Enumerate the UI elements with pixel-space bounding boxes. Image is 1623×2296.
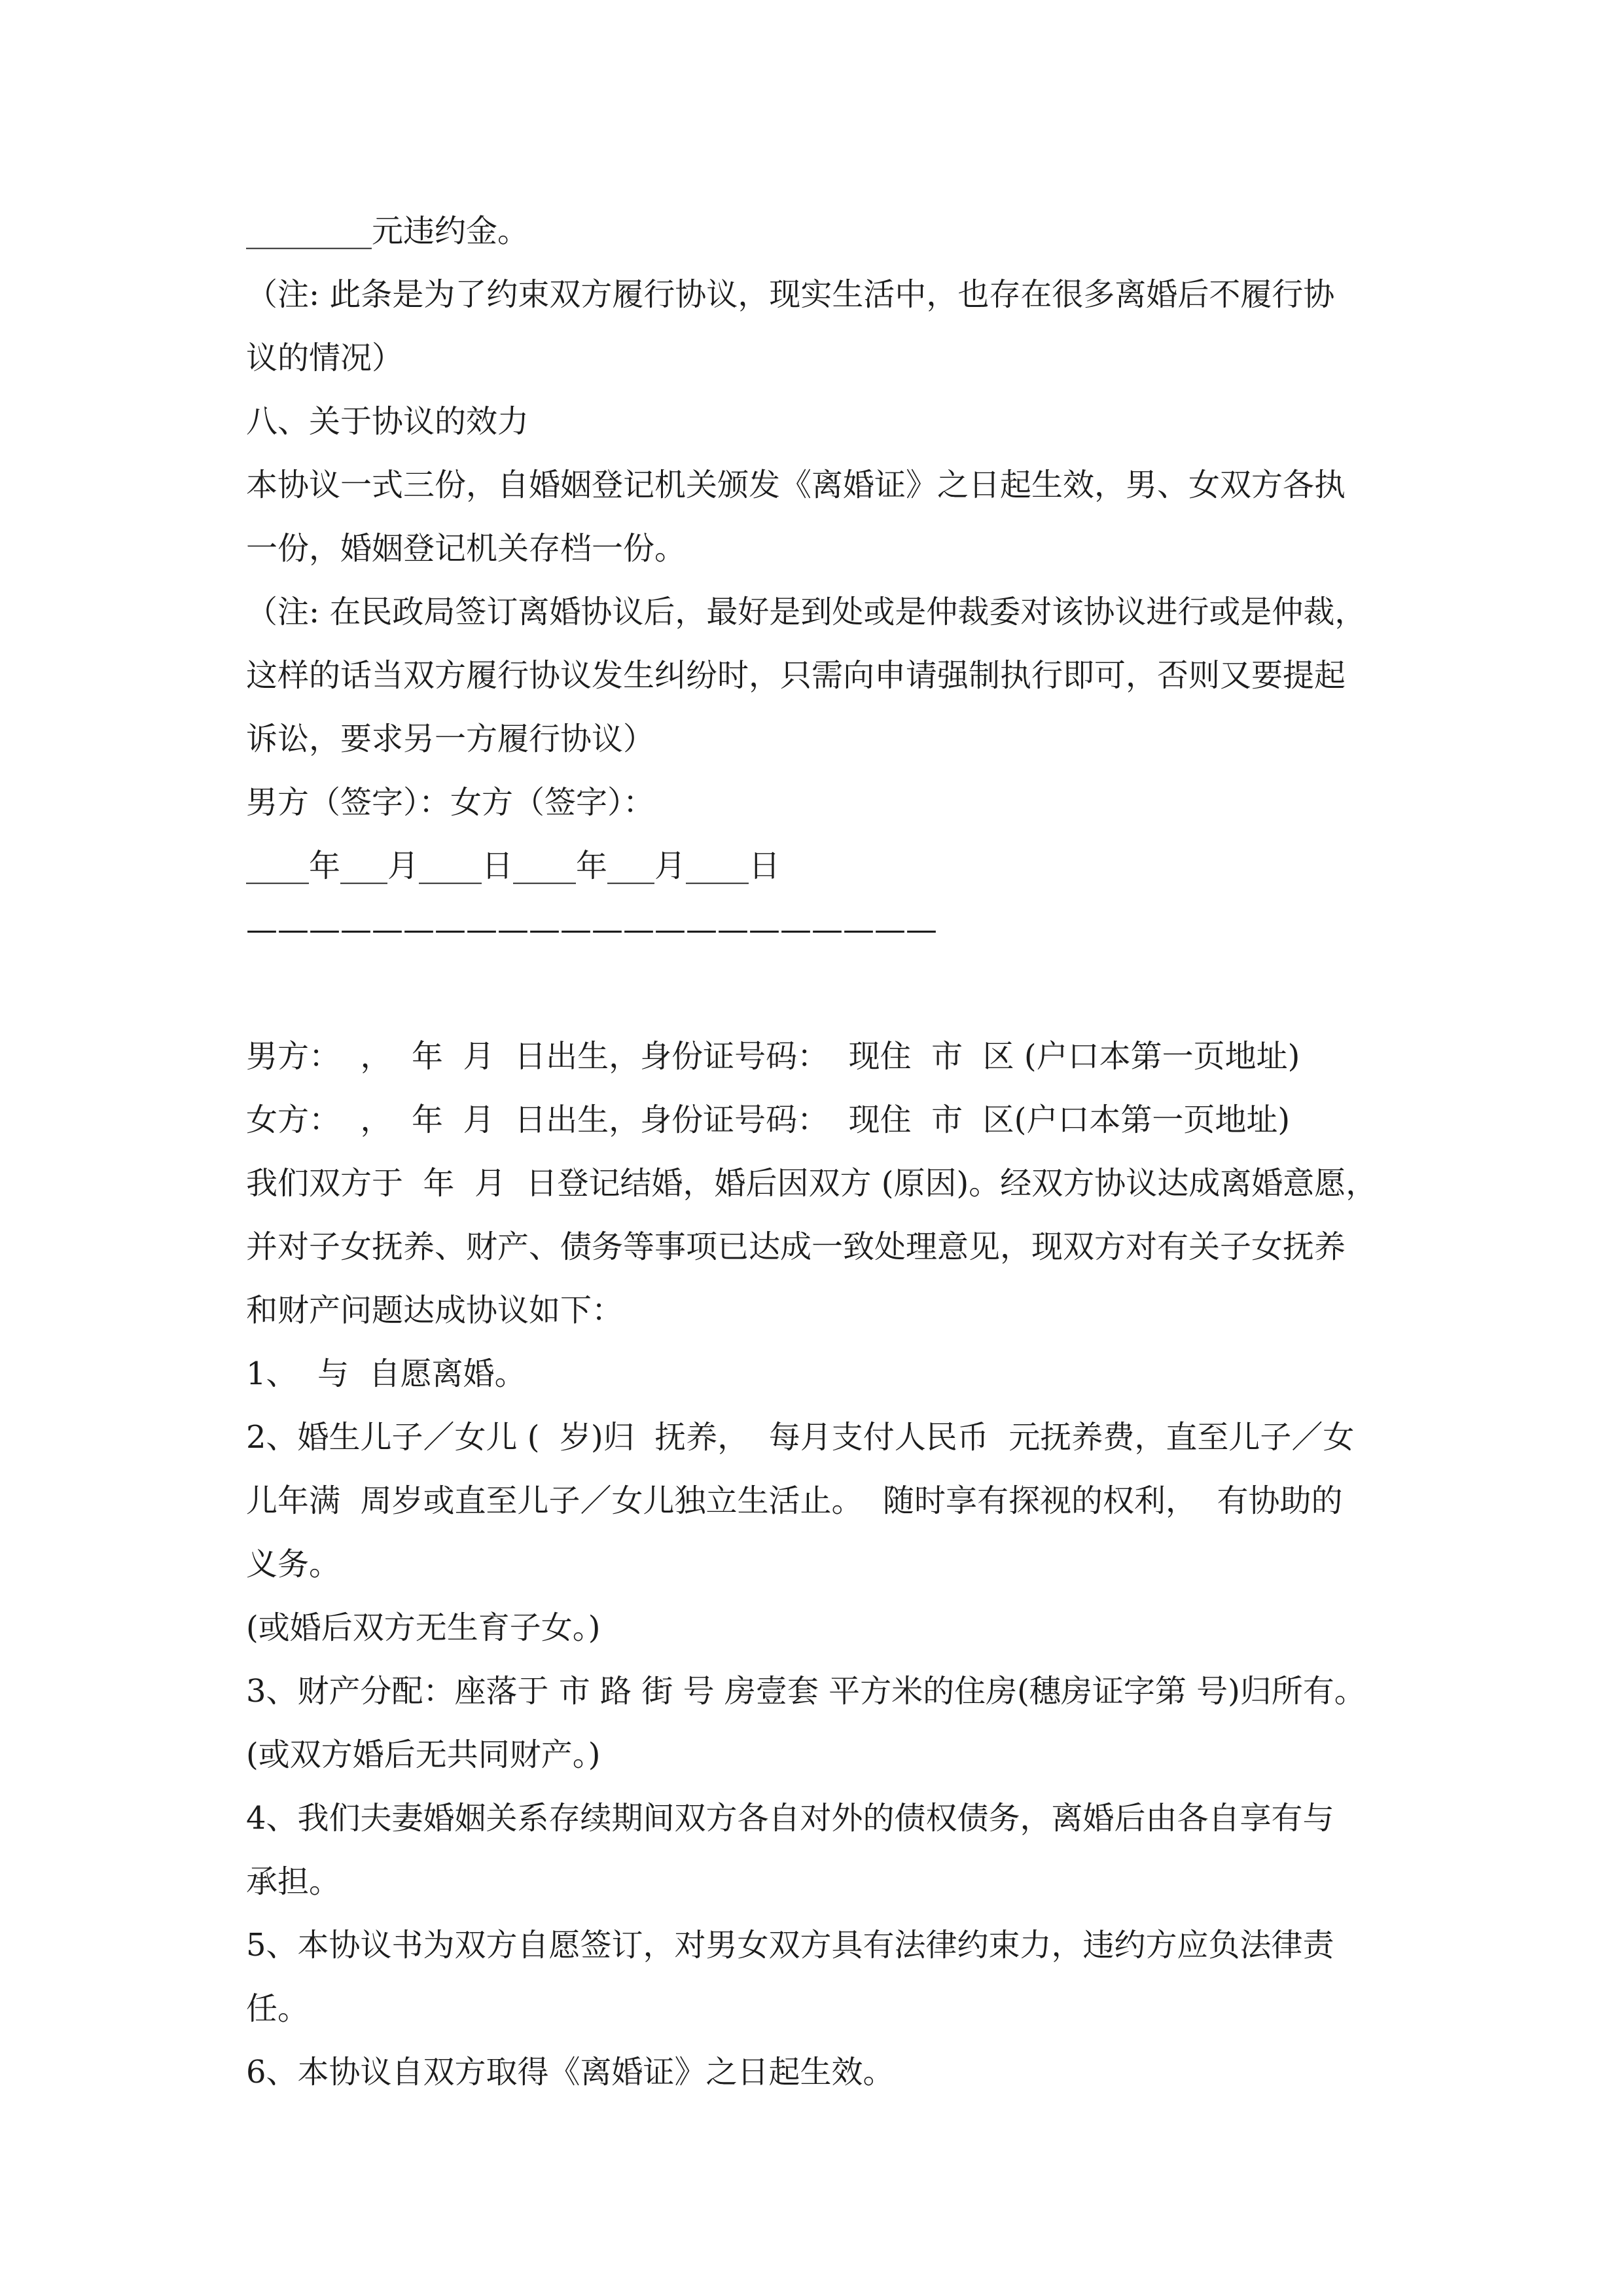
- blank-line: [246, 961, 1385, 1025]
- text-line: 和财产问题达成协议如下：: [246, 1292, 624, 1329]
- date-line: ____年___月____日____年___月____日: [246, 848, 781, 884]
- clause-line: (或婚后双方无生育子女。): [246, 1609, 601, 1646]
- clause-line: 4、我们夫妻婚姻关系存续期间双方各自对外的债权债务，离婚后由各自享有与: [246, 1800, 1334, 1837]
- clause-line: (或双方婚后无共同财产。): [246, 1736, 601, 1773]
- clause-line: 儿年满 周岁或直至儿子／女儿独立生活止。 随时享有探视的权利， 有协助的: [246, 1482, 1343, 1519]
- clause-line: 3、财产分配：座落于 市 路 街 号 房壹套 平方米的住房(穗房证字第 号)归所有。: [246, 1673, 1366, 1710]
- section-heading: 八、关于协议的效力: [246, 403, 529, 440]
- separator-line: ——————————————————————: [246, 911, 937, 948]
- clause-line: 5、本协议书为双方自愿签订，对男女双方具有法律约束力，违约方应负法律责: [246, 1927, 1334, 1964]
- text-line: ________元违约金。: [246, 213, 529, 249]
- clause-line: 1、 与 自愿离婚。: [246, 1355, 526, 1392]
- text-line: 并对子女抚养、财产、债务等事项已达成一致处理意见，现双方对有关子女抚养: [246, 1229, 1346, 1265]
- text-line: 一份，婚姻登记机关存档一份。: [246, 530, 687, 567]
- text-line: 这样的话当双方履行协议发生纠纷时，只需向申请强制执行即可，否则又要提起: [246, 657, 1346, 694]
- text-line: （注: 此条是为了约束双方履行协议，现实生活中，也存在很多离婚后不履行协: [246, 276, 1335, 313]
- document-body: [246, 200, 1385, 2104]
- clause-line: 承担。: [246, 1863, 341, 1900]
- text-line: 议的情况）: [246, 340, 404, 376]
- clause-line: 义务。: [246, 1546, 341, 1583]
- text-line: 诉讼，要求另一方履行协议）: [246, 721, 655, 757]
- text-line: 本协议一式三份，自婚姻登记机关颁发《离婚证》之日起生效，男、女双方各执: [246, 467, 1346, 503]
- text-line: 我们双方于 年 月 日登记结婚，婚后因双方 (原因)。经双方协议达成离婚意愿，: [246, 1165, 1378, 1202]
- text-line: 女方： ， 年 月 日出生，身份证号码： 现住 市 区(户口本第一页地址): [246, 1102, 1291, 1138]
- clause-line: 任。: [246, 1990, 310, 2027]
- clause-line: 6、本协议自双方取得《离婚证》之日起生效。: [246, 2054, 895, 2090]
- signature-line: 男方（签字）：女方（签字）：: [246, 784, 655, 821]
- text-line: （注: 在民政局签订离婚协议后，最好是到处或是仲裁委对该协议进行或是仲裁，: [246, 594, 1366, 630]
- clause-line: 2、婚生儿子／女儿 ( 岁)归 抚养， 每月支付人民币 元抚养费，直至儿子／女: [246, 1419, 1355, 1456]
- text-line: 男方： ， 年 月 日出生，身份证号码： 现住 市 区 (户口本第一页地址): [246, 1038, 1300, 1075]
